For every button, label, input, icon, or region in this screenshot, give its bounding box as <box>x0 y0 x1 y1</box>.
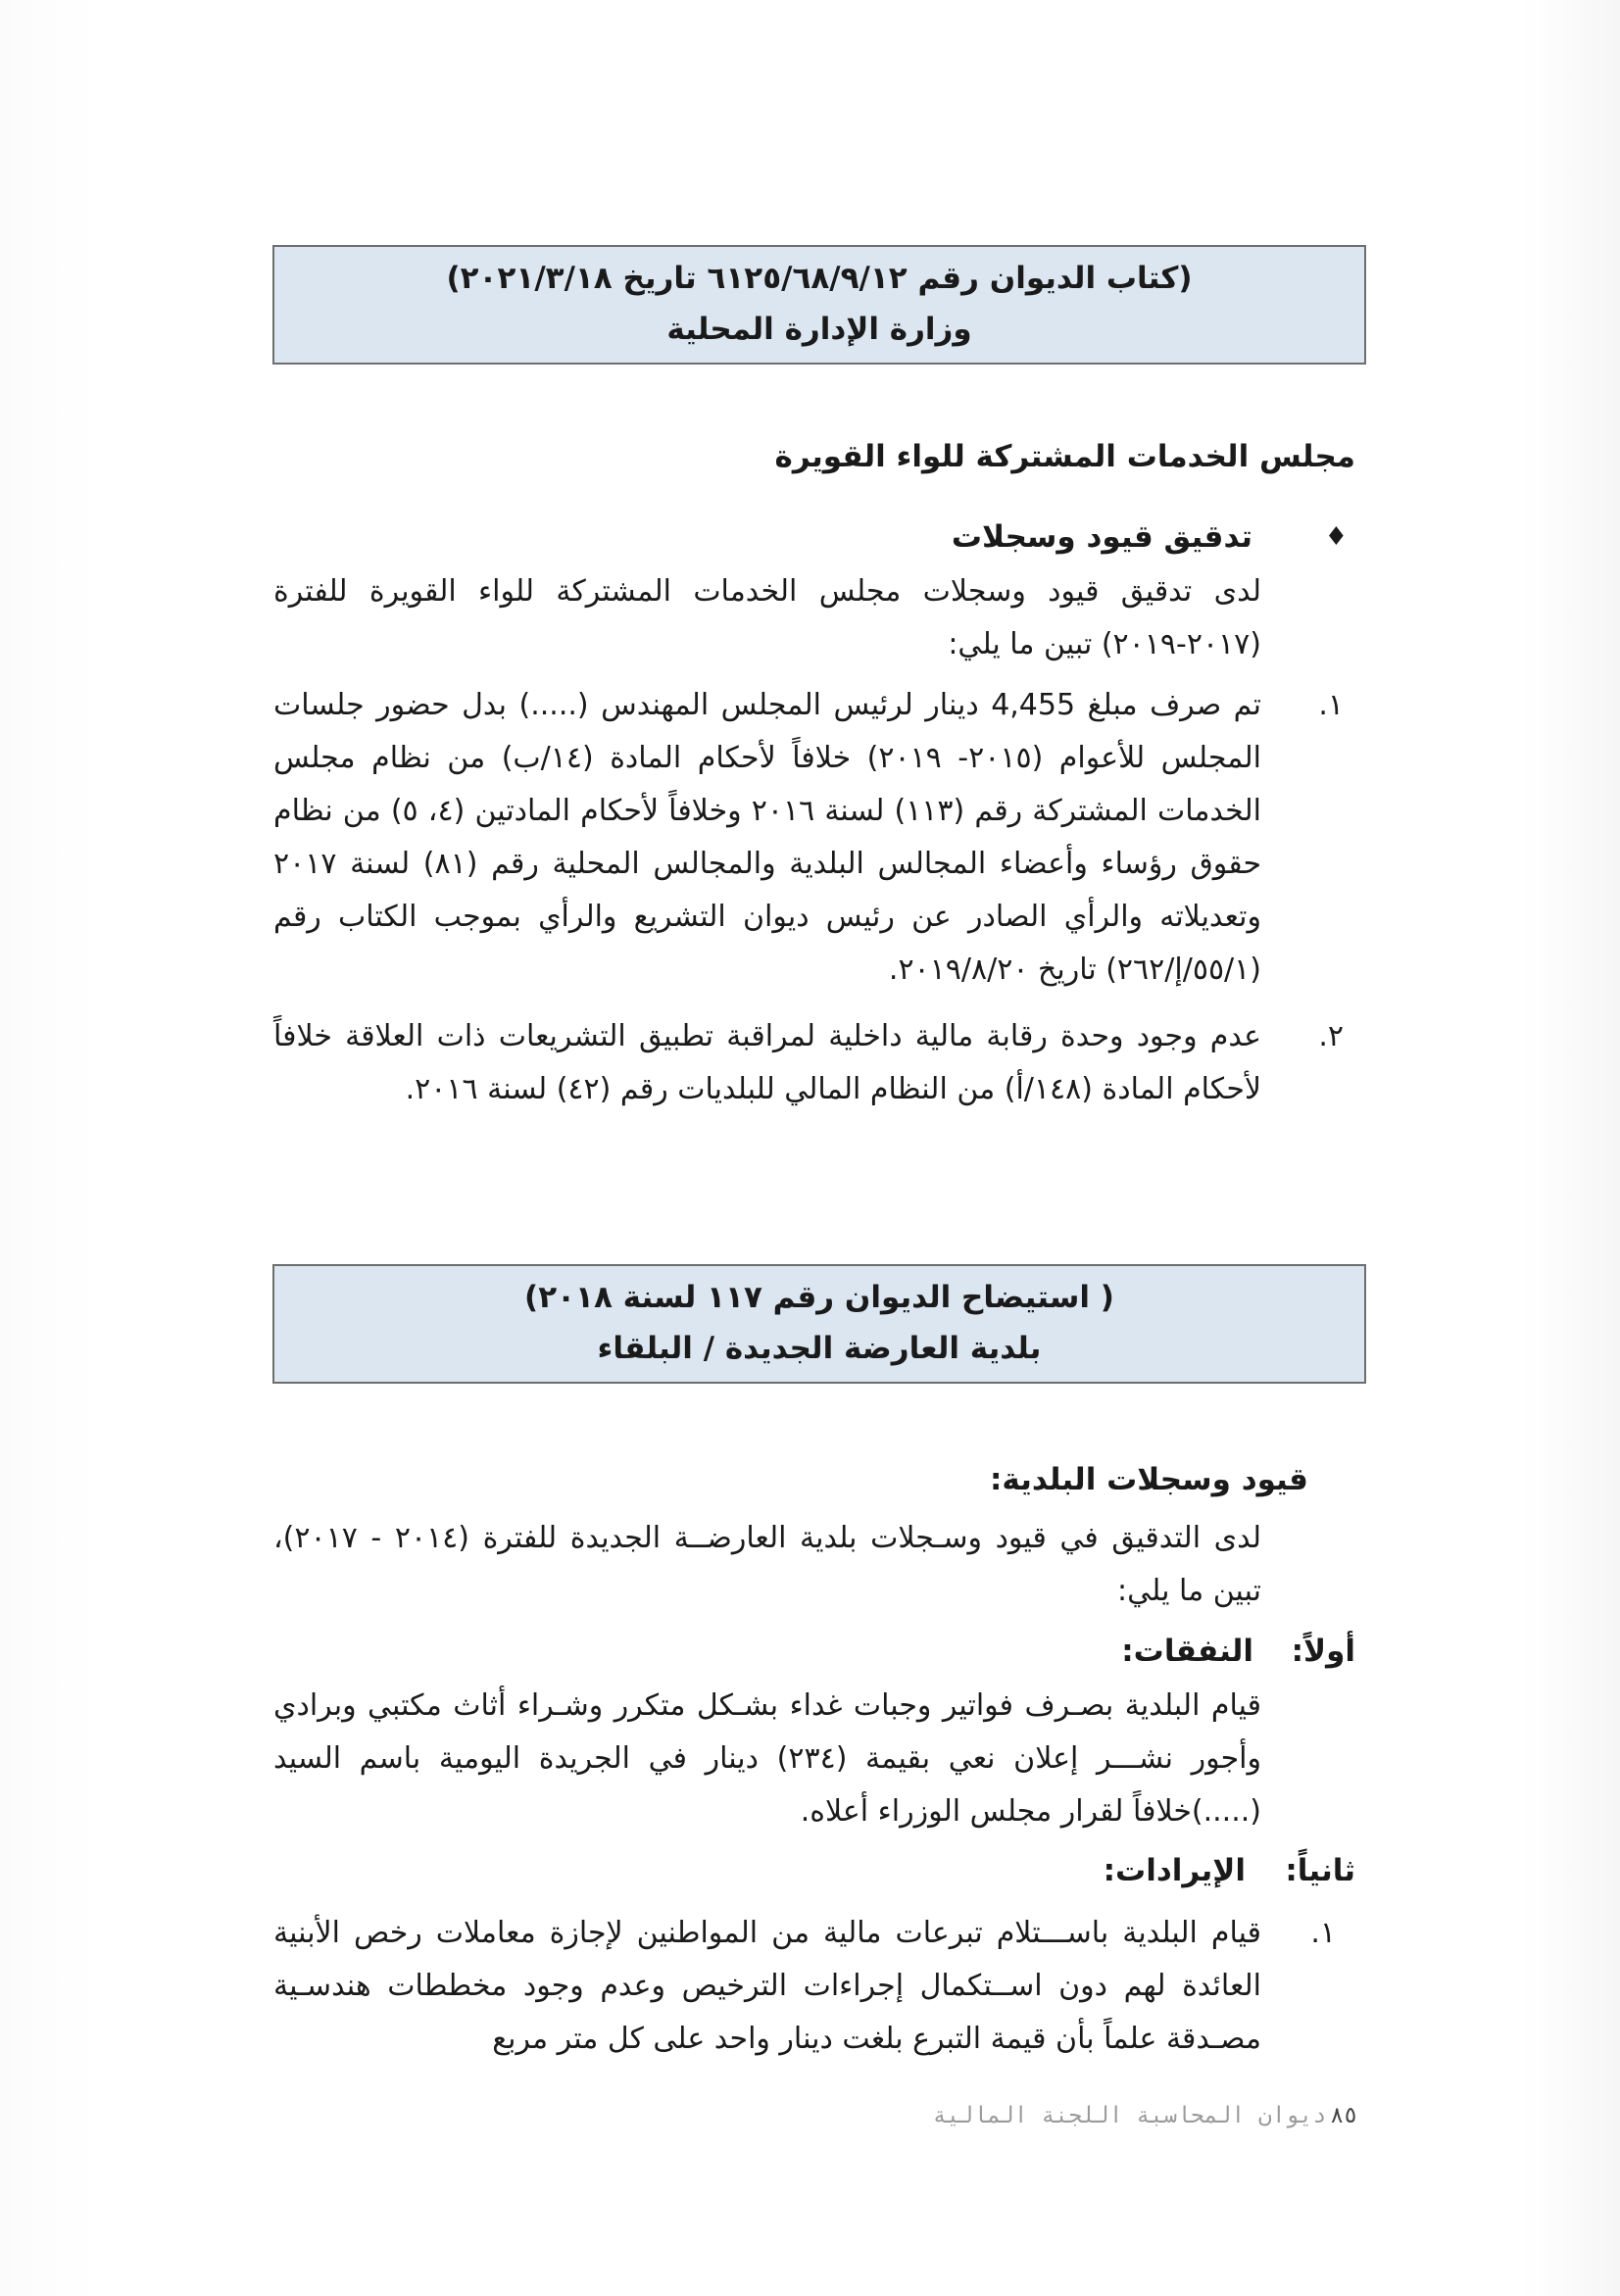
letter-reference: (كتاب الديوان رقم ٦١٢٥/٦٨/٩/١٢ تاريخ ٢٠٢١/٣/١٨) <box>446 261 1193 296</box>
ministry-name: وزارة الإدارة المحلية <box>666 312 972 347</box>
item-2-number: ٢. <box>1318 1019 1344 1053</box>
page-footer <box>933 2103 1357 2128</box>
first-label: أولاً: <box>1291 1634 1355 1669</box>
second-label: ثانياً: <box>1285 1853 1355 1888</box>
municipality-name: بلدية العارضة الجديدة / البلقاء <box>597 1331 1042 1366</box>
expenses-text: قيام البلدية بصـرف فواتير وجبات غداء بشـكل متكرر وشـراء أثاث مكتبي وبرادي وأجور نشـــر إعلان نعي بقيمة (٢٣٤) دينار في الجريدة اليومية باسم السيد (.....)خلافاً لقرار مجلس الوزراء أعلاه. <box>273 1688 1261 1829</box>
footer-text: ديوان المحاسبة اللجنة المالية <box>932 2103 1327 2128</box>
item-1-number: ١. <box>1318 688 1344 722</box>
item-2-text: عدم وجود وحدة رقابة مالية داخلية لمراقبة تطبيق التشريعات ذات العلاقة خلافاً لأحكام المادة (١٤٨/أ) من النظام المالي للبلديات رقم (٤٢) لسنة ٢٠١٦. <box>273 1019 1261 1106</box>
expenses-title: النفقات: <box>1121 1634 1253 1669</box>
revenue-item-1-number: ١. <box>1310 1916 1336 1950</box>
inquiry-reference: ( استيضاح الديوان رقم ١١٧ لسنة ٢٠١٨) <box>524 1280 1114 1315</box>
inquiry-reference-box <box>272 1264 1366 1384</box>
revenue-item-1-text: قيام البلدية باســـتلام تبرعات مالية من المواطنين لإجازة معاملات رخص الأبنية العائدة لهم دون اســتكمال إجراءات الترخيص وعدم وجود مخططات هندسـية مصـدقة علماً بأن قيمة التبرع بلغت دينار واحد على كل متر مربع <box>273 1916 1261 2056</box>
item-1-text: تم صرف مبلغ 4,455 دينار لرئيس المجلس المهندس (.....) بدل حضور جلسات المجلس للأعوام (٢٠١٥- ٢٠١٩) خلافاً لأحكام المادة (١٤/ب) من نظام مجلس الخدمات المشتركة رقم (١١٣) لسنة ٢٠١٦ وخلافاً لأحكام المادتين (٤، ٥) من نظام حقوق رؤساء وأعضاء المجالس البلدية والمجالس المحلية رقم (٨١) لسنة ٢٠١٧ وتعديلاته والرأي الصادر عن رئيس ديوان التشريع والرأي بموجب الكتاب رقم (٥٥/١/إ/٢٦٢) تاريخ ٢٠١٩/٨/٢٠. <box>273 688 1262 987</box>
revenues-title: الإيرادات: <box>1103 1853 1246 1888</box>
letter-reference-box <box>272 245 1366 365</box>
page-number: ٨٥ <box>1330 2103 1357 2128</box>
audit-subtitle: تدقيق قيود وسجلات <box>951 519 1252 555</box>
diamond-bullet-icon: ♦ <box>1324 522 1348 552</box>
municipality-intro: لدى التدقيق في قيود وسـجلات بلدية العارضــة الجديدة للفترة (٢٠١٤ - ٢٠١٧)، تبين ما يلي: <box>273 1521 1261 1608</box>
council-title: مجلس الخدمات المشتركة للواء القويرة <box>774 439 1355 474</box>
audit-intro: لدى تدقيق قيود وسجلات مجلس الخدمات المشتركة للواء القويرة للفترة (٢٠١٧-٢٠١٩) تبين ما يلي: <box>273 574 1261 661</box>
municipality-records-title: قيود وسجلات البلدية: <box>990 1462 1308 1497</box>
